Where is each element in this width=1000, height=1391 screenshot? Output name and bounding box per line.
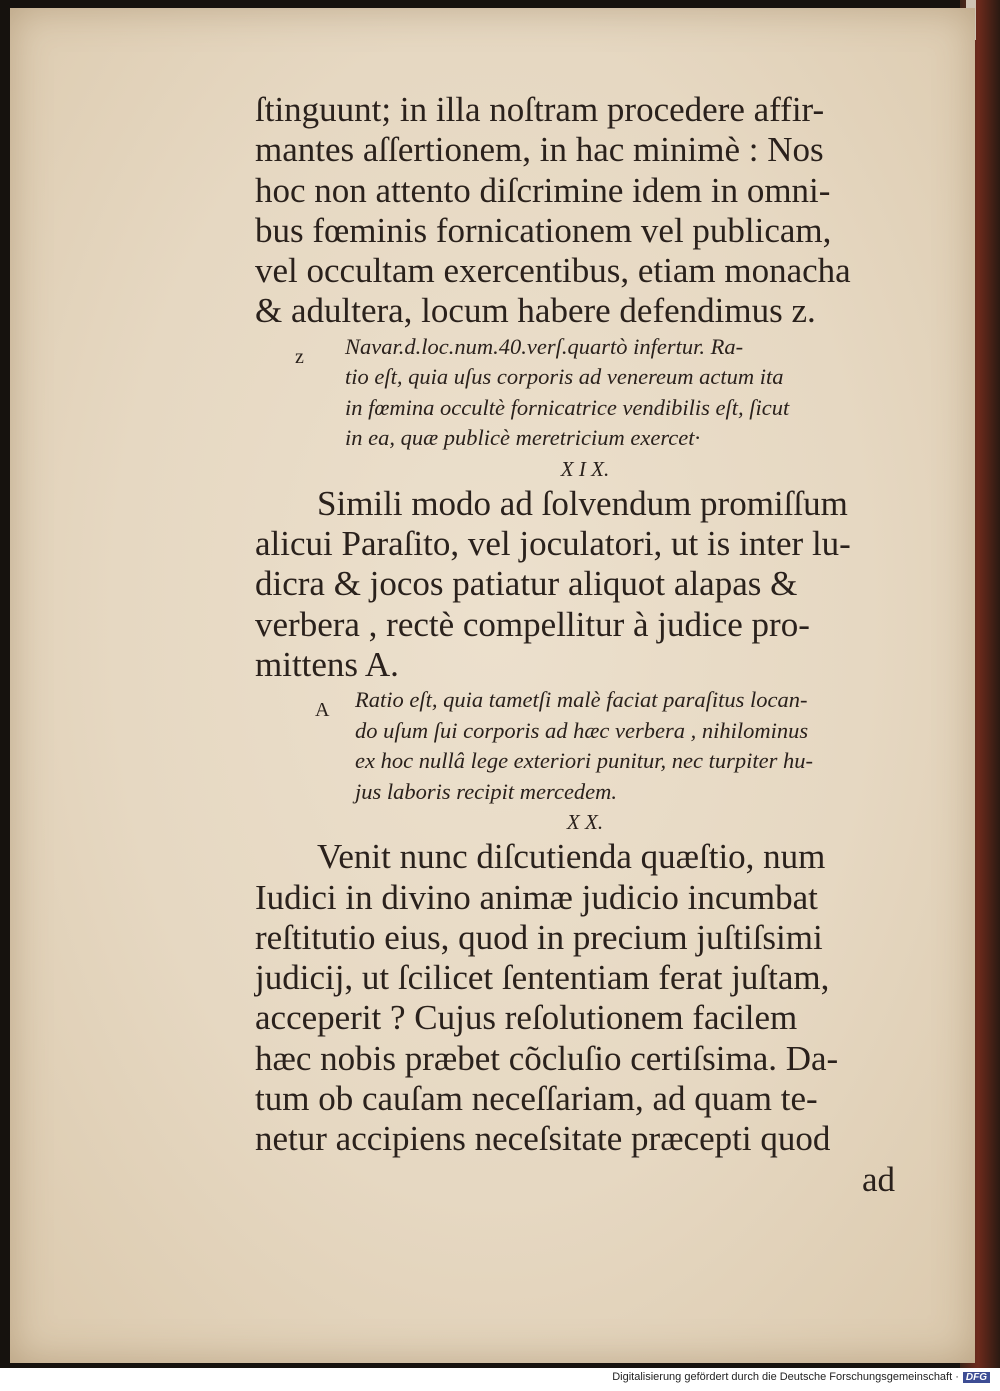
note-marker: z bbox=[295, 345, 304, 368]
note-line: jus laboris recipit mercedem. bbox=[355, 778, 618, 804]
text-line: Venit nunc diſcutienda quæſtio, num bbox=[317, 837, 826, 877]
digitization-footer bbox=[0, 1368, 1000, 1391]
note-line: do uſum ſui corporis ad hæc verbera , nihilominus bbox=[355, 717, 809, 743]
text-line: reſtitutio eius, quod in precium juſtiſsimi bbox=[255, 917, 823, 957]
text-line: judicij, ut ſcilicet ſententiam ferat juſtam, bbox=[255, 958, 830, 998]
note-line: z Navar.d.loc.num.40.verſ.quartò infertur. Ra- bbox=[5, 332, 915, 363]
footnote-z bbox=[5, 332, 915, 454]
text-line: bus fœminis fornicationem vel publicam, bbox=[255, 210, 832, 250]
text-line: netur accipiens neceſsitate præcepti quod bbox=[255, 1119, 831, 1159]
text-line: acceperit ? Cujus reſolutionem facilem bbox=[255, 998, 798, 1038]
text-line: hoc non attento diſcrimine idem in omni- bbox=[255, 170, 831, 210]
text-line: vel occultam exercentibus, etiam monacha bbox=[255, 251, 851, 291]
page-text bbox=[255, 90, 915, 1200]
note-line: in fœmina occultè fornicatrice vendibilis eſt, ſicut bbox=[345, 394, 790, 420]
text-line: hæc nobis præbet cõcluſio certiſsima. Da- bbox=[255, 1038, 839, 1078]
text-line: & adultera, locum habere defendimus z. bbox=[255, 291, 816, 331]
footnote-a bbox=[5, 685, 915, 807]
section-heading: X I X. bbox=[560, 456, 610, 481]
text-line: ſtinguunt; in illa noſtram procedere affir- bbox=[255, 90, 825, 129]
text-line: mantes aſſertionem, in hac minimè : Nos bbox=[255, 130, 824, 170]
text-line: alicui Paraſito, vel joculatori, ut is inter lu- bbox=[255, 524, 851, 564]
text-line: tum ob cauſam neceſſariam, ad quam te- bbox=[255, 1079, 818, 1119]
footer-credit-text: Digitalisierung gefördert durch die Deutsche Forschungsgemeinschaft · bbox=[612, 1371, 959, 1383]
note-line: in ea, quæ publicè meretricium exercet· bbox=[345, 425, 701, 451]
footer-credit bbox=[612, 1371, 990, 1383]
text-line: mittens A. bbox=[255, 644, 399, 684]
note-line: tio eſt, quia uſus corporis ad venereum actum ita bbox=[345, 364, 784, 390]
section-heading: X X. bbox=[566, 810, 604, 835]
dfg-logo: DFG bbox=[963, 1372, 990, 1383]
note-line: ex hoc nullâ lege exteriori punitur, nec turpiter hu- bbox=[355, 748, 814, 774]
note-line: A Ratio eſt, quia tametſi malè faciat paraſitus locan- bbox=[5, 685, 915, 716]
text-line: dicra & jocos patiatur aliquot alapas & bbox=[255, 564, 798, 604]
note-marker: A bbox=[315, 699, 330, 722]
text-line: Iudici in divino animæ judicio incumbat bbox=[255, 877, 818, 917]
catchword: ad bbox=[861, 1159, 895, 1199]
text-line: verbera , rectè compellitur à judice pro- bbox=[255, 604, 810, 644]
text-line: Simili modo ad ſolvendum promiſſum bbox=[317, 483, 848, 523]
